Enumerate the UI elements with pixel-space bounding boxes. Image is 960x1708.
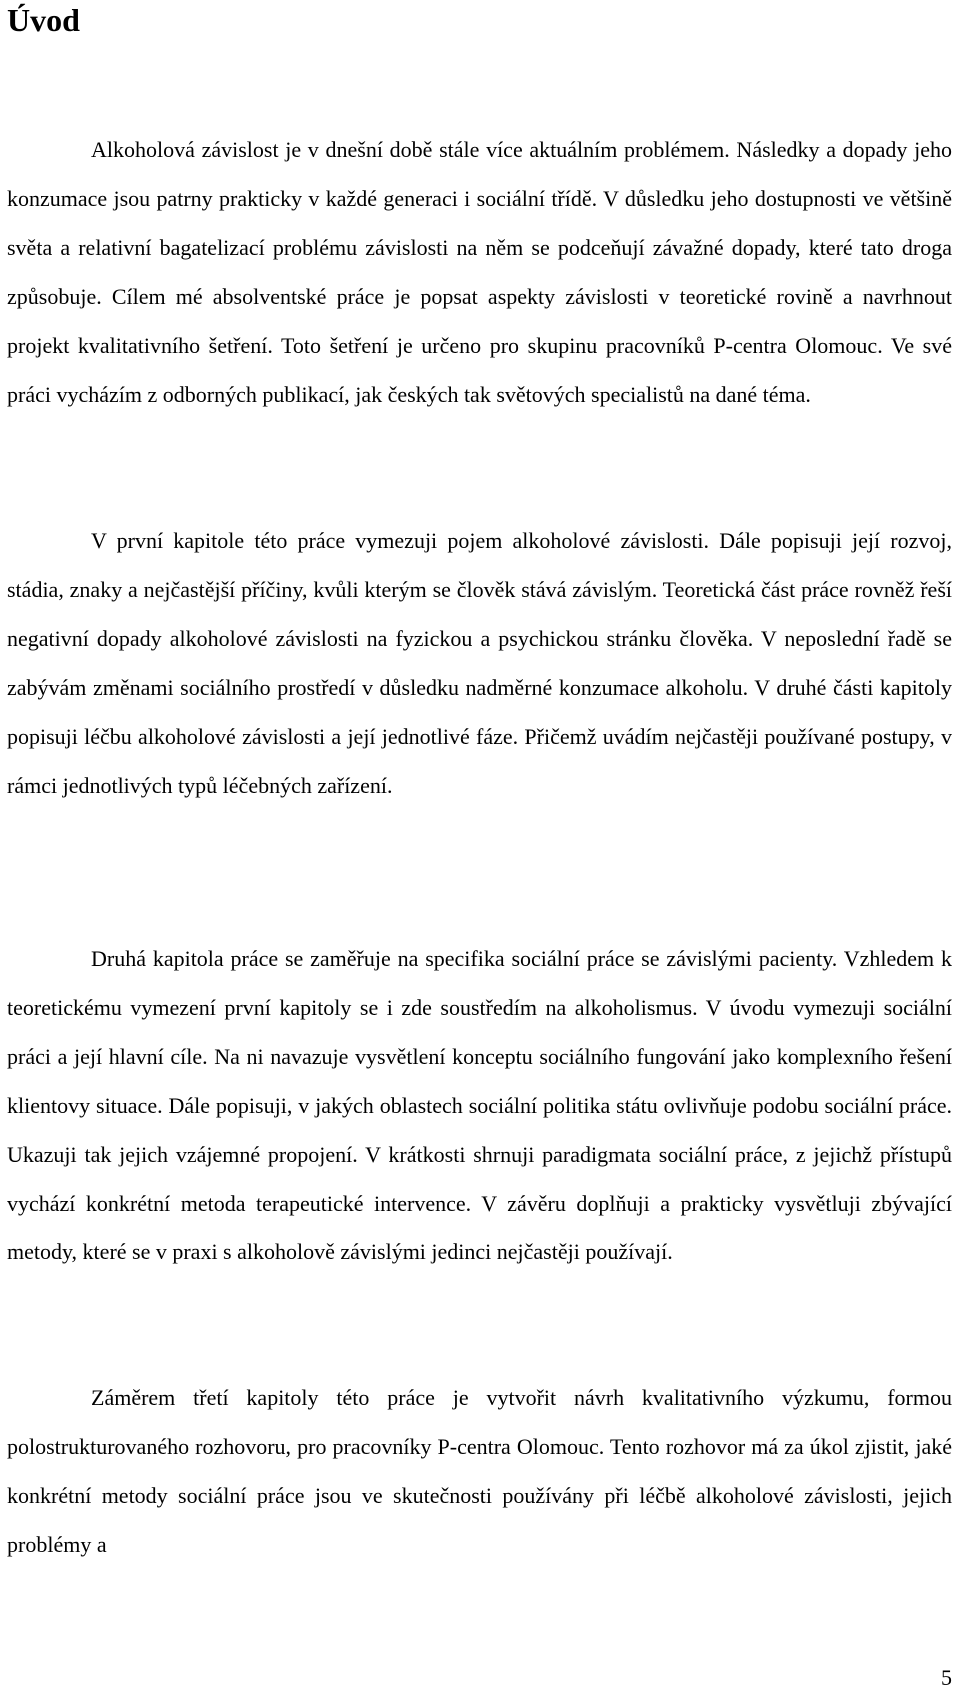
page-title: Úvod	[7, 2, 80, 38]
paragraph-chapter-two: Druhá kapitola práce se zaměřuje na specifika sociální práce se závislými pacienty. Vzhledem k teoretickému vymezení první kapitoly se i zde soustředím na alkoholismus. V úvodu vymezuji sociální práci a její hlavní cíle. Na ni navazuje vysvětlení konceptu sociálního fungování jako komplexního řešení klientovy situace. Dále popisuji, v jakých oblastech sociální politika státu ovlivňuje podobu sociální práce. Ukazuji tak jejich vzájemné propojení. V krátkosti shrnuji paradigmata sociální práce, z jejichž přístupů vychází konkrétní metoda terapeutické intervence. V závěru doplňuji a prakticky vysvětluji zbývající metody, které se v praxi s alkoholově závislými jedinci nejčastěji používají.	[7, 946, 952, 1265]
paragraph-intro: Alkoholová závislost je v dnešní době stále více aktuálním problémem. Následky a dopady jeho konzumace jsou patrny prakticky v každé generaci i sociální třídě. V důsledku jeho dostupnosti ve většině světa a relativní bagatelizací problému závislosti na něm se podceňují závažné dopady, které tato droga způsobuje. Cílem mé absolventské práce je popsat aspekty závislosti v teoretické rovině a navrhnout projekt kvalitativního šetření. Toto šetření je určeno pro skupinu pracovníků P-centra Olomouc. Ve své práci vycházím z odborných publikací, jak českých tak světových specialistů na dané téma.	[7, 137, 952, 407]
paragraph-chapter-one: V první kapitole této práce vymezuji pojem alkoholové závislosti. Dále popisuji její rozvoj, stádia, znaky a nejčastější příčiny, kvůli kterým se člověk stává závislým. Teoretická část práce rovněž řeší negativní dopady alkoholové závislosti na fyzickou a psychickou stránku člověka. V neposlední řadě se zabývám změnami sociálního prostředí v důsledku nadměrné konzumace alkoholu. V druhé části kapitoly popisuji léčbu alkoholové závislosti a její jednotlivé fáze. Přičemž uvádím nejčastěji používané postupy, v rámci jednotlivých typů léčebných zařízení.	[7, 528, 952, 798]
paragraph-chapter-three: Záměrem třetí kapitoly této práce je vytvořit návrh kvalitativního výzkumu, formou polostrukturovaného rozhovoru, pro pracovníky P-centra Olomouc. Tento rozhovor má za úkol zjistit, jaké konkrétní metody sociální práce jsou ve skutečnosti používány při léčbě alkoholové závislosti, jejich problémy a	[7, 1385, 952, 1557]
page-number: 5	[941, 1665, 952, 1690]
